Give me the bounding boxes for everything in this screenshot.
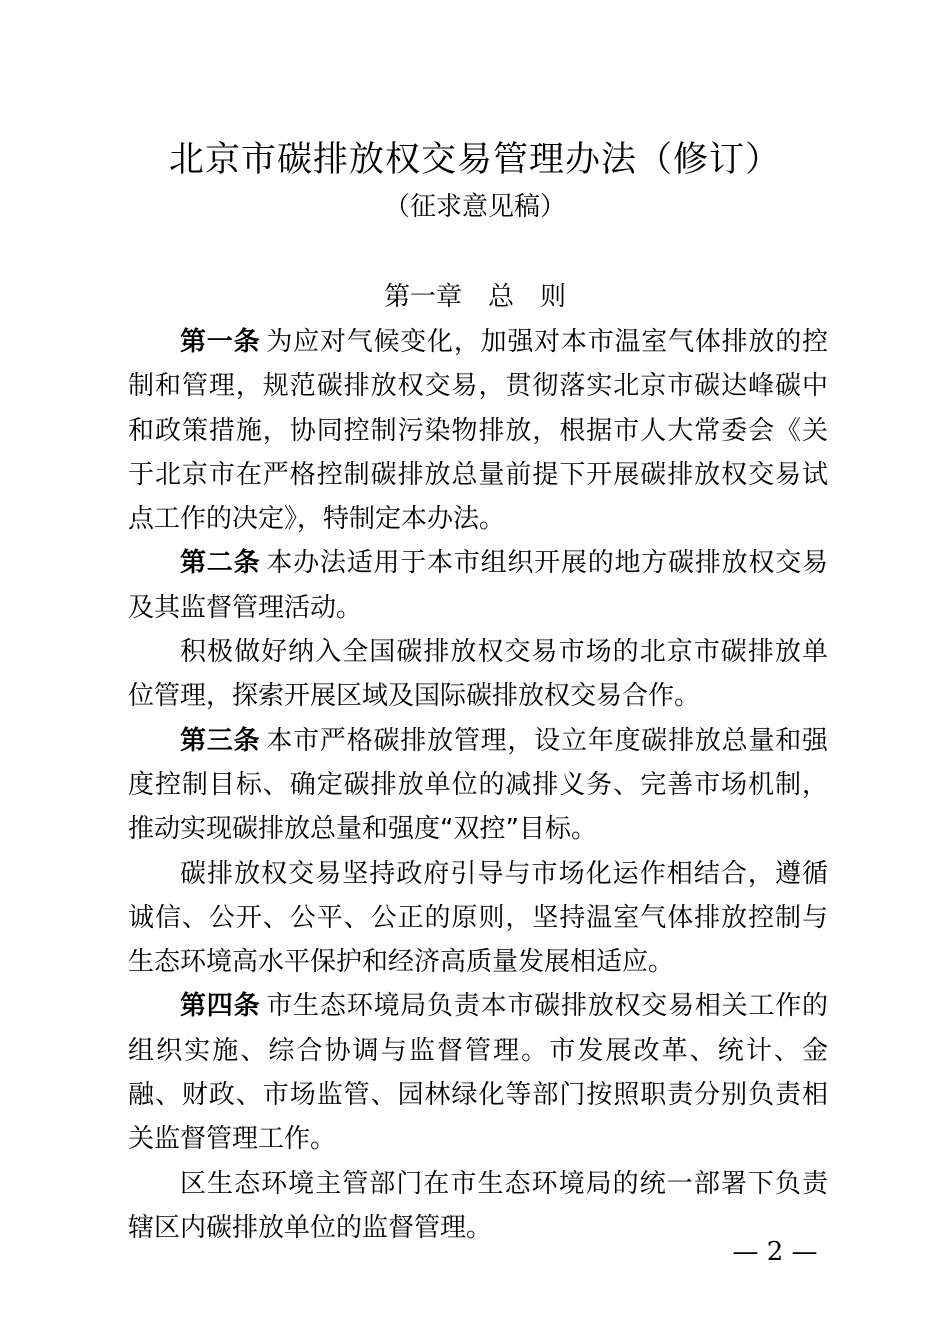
paragraph-text: 市生态环境局负责本市碳排放权交易相关工作的组织实施、综合协调与监督管理。市发展改革、统计、金融、财政、市场监管、园林绿化等部门按照职责分别负责相关监督管理工作。 (128, 991, 828, 1155)
article-label: 第一条 (180, 327, 261, 357)
paragraph-text: 为应对气候变化，加强对本市温室气体排放的控制和管理，规范碳排放权交易，贯彻落实北京市碳达峰碳中和政策措施，协同控制污染物排放，根据市人大常委会《关于北京市在严格控制碳排放总量前提下开展碳排放权交易试点工作的决定》，特制定本办法。 (128, 327, 828, 535)
paragraph-article-1 (128, 320, 828, 541)
article-label: 第四条 (180, 991, 261, 1022)
paragraph-article-2-cont (128, 630, 828, 719)
paragraph-text: 区生态环境主管部门在市生态环境局的统一部署下负责辖区内碳排放单位的监督管理。 (128, 1168, 828, 1243)
paragraph-text: 碳排放权交易坚持政府引导与市场化运作相结合，遵循诚信、公开、公平、公正的原则，坚持温室气体排放控制与生态环境高水平保护和经济高质量发展相适应。 (128, 858, 828, 978)
document-subtitle: （征求意见稿） (383, 192, 566, 222)
paragraph-article-2 (128, 541, 828, 630)
article-label: 第三条 (180, 725, 261, 756)
paragraph-text: 本市严格碳排放管理，设立年度碳排放总量和强度控制目标、确定碳排放单位的减排义务、完善市场机制，推动实现碳排放总量和强度“双控”目标。 (128, 725, 828, 845)
paragraph-text: 积极做好纳入全国碳排放权交易市场的北京市碳排放单位管理，探索开展区域及国际碳排放权交易合作。 (128, 637, 828, 712)
document-title: 北京市碳排放权交易管理办法（修订） (168, 140, 781, 180)
paragraph-text: 本办法适用于本市组织开展的地方碳排放权交易及其监督管理活动。 (128, 548, 828, 623)
article-label: 第二条 (180, 548, 261, 579)
page-number: — 2 — (732, 1237, 818, 1267)
paragraph-article-3 (128, 719, 828, 852)
paragraph-article-4 (128, 984, 828, 1161)
document-body (128, 320, 828, 1250)
chapter-heading: 第一章 总 则 (383, 282, 566, 312)
paragraph-article-3-cont (128, 852, 828, 985)
